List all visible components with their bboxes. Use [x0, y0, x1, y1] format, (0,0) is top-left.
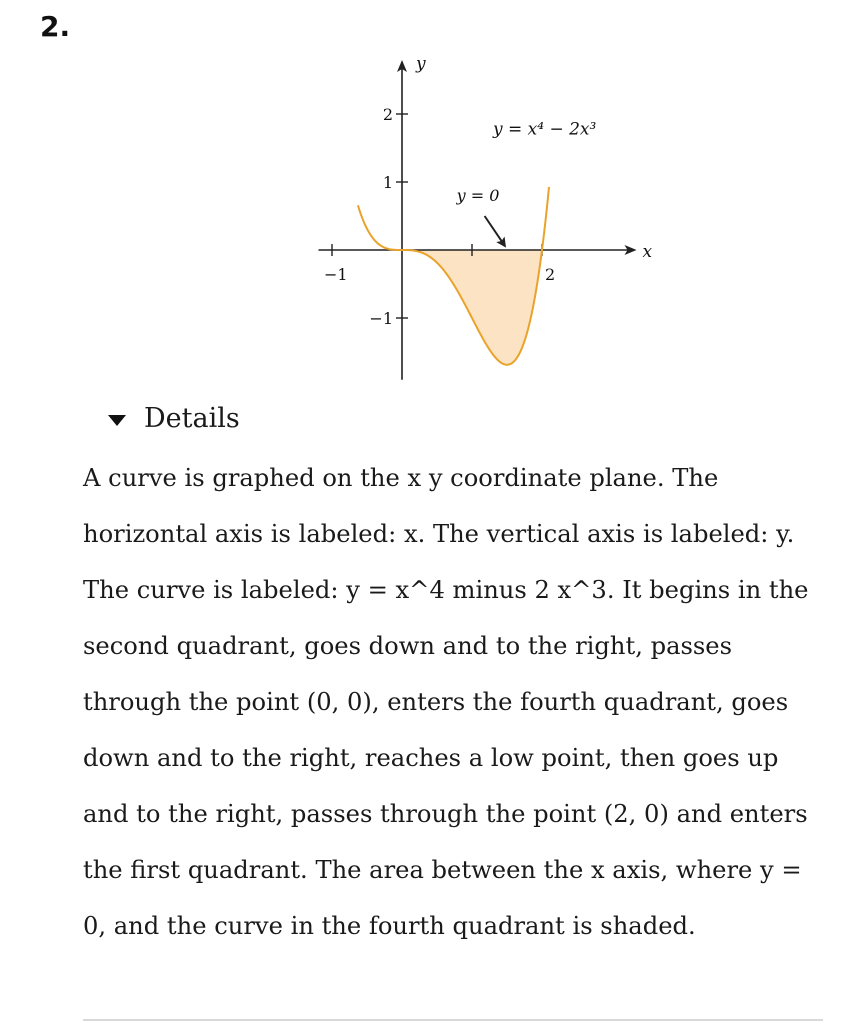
details-label: Details [144, 403, 240, 434]
curve-label: y = x⁴ − 2x³ [493, 119, 597, 140]
divider [83, 1019, 823, 1021]
x-axis-label: x [642, 242, 653, 262]
y-tick-label: 2 [382, 105, 393, 124]
details-toggle[interactable] [108, 403, 240, 434]
baseline-label: y = 0 [456, 186, 500, 206]
x-tick-label: −1 [324, 265, 348, 284]
y-tick-label: −1 [369, 309, 393, 328]
y-axis-label: y [416, 54, 426, 74]
y-tick-label: 1 [382, 173, 393, 192]
baseline-pointer-arrow [485, 216, 505, 246]
triangle-down-icon [108, 415, 126, 426]
problem-number: 2. [40, 10, 71, 43]
graph-description: A curve is graphed on the x y coordinate plane. The horizontal axis is labeled: x. The vertical axis is labeled: y. The curve is labeled: y = x^4 minus 2 x^3. It begins in the second quadrant, goes down and to the right, passes through the point (0, 0), enters the fourth quadrant, goes down and to the right, reaches a low point, then goes up and to the right, passes through the point (2, 0) and enters the first quadrant. The area between the x axis, where y = 0, and the curve in the fourth quadrant is shaded. [83, 464, 809, 940]
x-tick-label: 2 [545, 265, 556, 284]
shaded-area [402, 250, 542, 365]
function-graph [0, 0, 849, 400]
